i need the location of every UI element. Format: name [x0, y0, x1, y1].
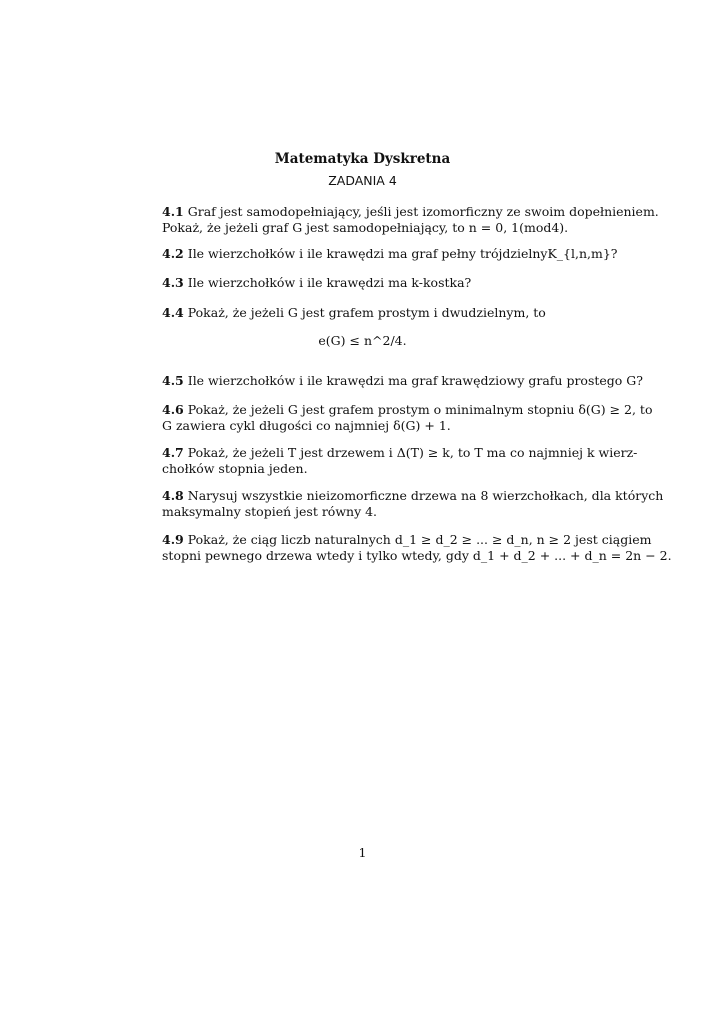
- problem-4-2: [162, 246, 618, 262]
- problem-line: [162, 488, 664, 504]
- problem-number: 4.2: [162, 246, 184, 261]
- problem-4-7: [162, 445, 638, 477]
- problem-4-1: [162, 204, 659, 236]
- problem-line: [162, 246, 618, 262]
- problem-line: [162, 445, 638, 461]
- problem-text: Pokaż, że jeżeli G jest grafem prostym o minimalnym stopniu δ(G) ≥ 2, to: [187, 402, 653, 417]
- problem-4-3: [162, 275, 582, 291]
- problem-text: chołków stopnia jeden.: [162, 461, 308, 476]
- problem-line: [162, 275, 582, 291]
- problem-text: Pokaż, że jeżeli graf G jest samodopełniający, to n = 0, 1(mod4).: [162, 220, 569, 235]
- problem-number: 4.9: [162, 532, 184, 547]
- problem-number: 4.7: [162, 445, 184, 460]
- problem-line: [162, 373, 643, 389]
- problem-line: [162, 532, 652, 548]
- problem-line: [162, 305, 582, 321]
- problem-text: Ile wierzchołków i ile krawędzi ma graf krawędziowy grafu prostego G?: [187, 373, 643, 388]
- problem-number: 4.4: [162, 305, 184, 320]
- problem-text: stopni pewnego drzewa wtedy i tylko wtedy, gdy d_1 + d_2 + ... + d_n = 2n − 2.: [162, 548, 672, 563]
- problem-number: 4.6: [162, 402, 184, 417]
- equation-4-4: e(G) ≤ n^2/4.: [318, 333, 407, 348]
- document-subtitle: ZADANIA 4: [328, 173, 397, 188]
- problem-text: Graf jest samodopełniający, jeśli jest izomorficzny ze swoim dopełnieniem.: [187, 204, 659, 219]
- problem-text: Ile wierzchołków i ile krawędzi ma k-kostka?: [187, 275, 472, 290]
- problem-4-5: [162, 373, 643, 389]
- problem-text: G zawiera cykl długości co najmniej δ(G) + 1.: [162, 418, 451, 433]
- problem-4-9: [162, 532, 672, 564]
- problem-line: [162, 402, 653, 418]
- document-title: Matematyka Dyskretna: [274, 151, 451, 167]
- problem-line: [162, 204, 659, 220]
- problem-4-6: [162, 402, 653, 434]
- problem-number: 4.8: [162, 488, 184, 503]
- problem-text: Pokaż, że ciąg liczb naturalnych d_1 ≥ d_2 ≥ ... ≥ d_n, n ≥ 2 jest ciągiem: [187, 532, 652, 547]
- problem-number: 4.3: [162, 275, 184, 290]
- problem-text: maksymalny stopień jest równy 4.: [162, 504, 378, 519]
- problem-text: Pokaż, że jeżeli T jest drzewem i Δ(T) ≥ k, to T ma co najmniej k wierz-: [187, 445, 638, 460]
- problem-4-4: [162, 305, 582, 321]
- problem-text: Ile wierzchołków i ile krawędzi ma graf pełny trójdzielnyK_{l,n,m}?: [187, 246, 618, 261]
- problem-number: 4.5: [162, 373, 184, 388]
- problem-number: 4.1: [162, 204, 184, 219]
- problem-text: Pokaż, że jeżeli G jest grafem prostym i dwudzielnym, to: [187, 305, 546, 320]
- page-number: 1: [358, 845, 367, 860]
- problem-text: Narysuj wszystkie nieizomorficzne drzewa na 8 wierzchołkach, dla których: [187, 488, 664, 503]
- problem-4-8: [162, 488, 664, 520]
